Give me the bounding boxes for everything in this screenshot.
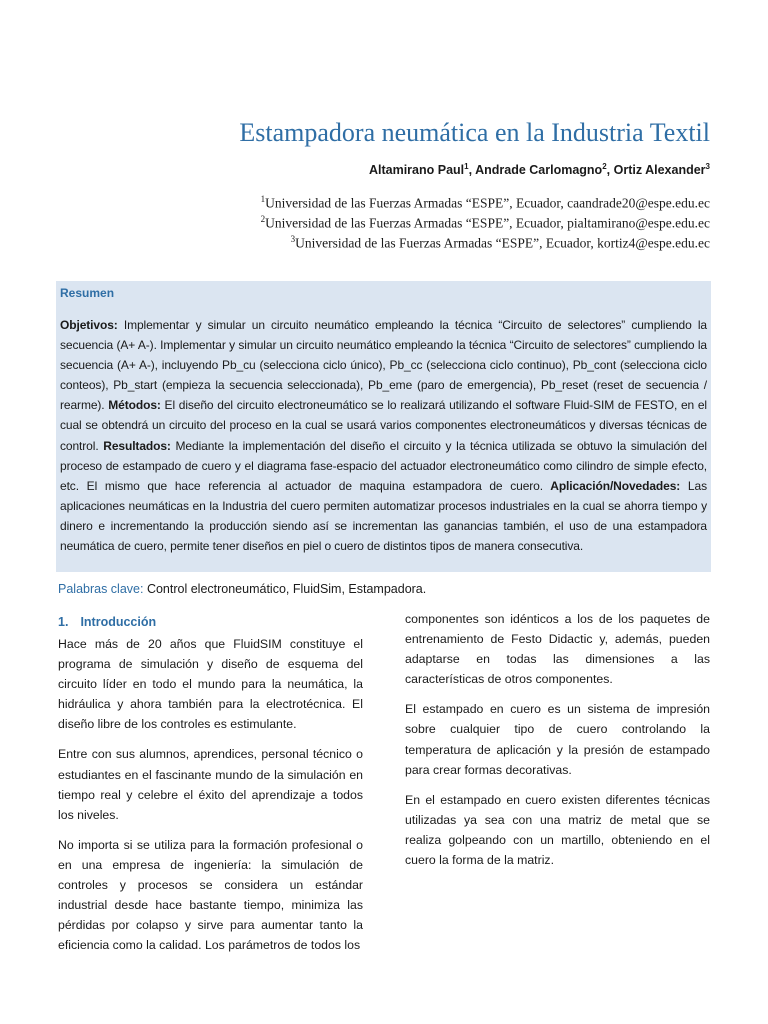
paragraph: Hace más de 20 años que FluidSIM constituye el programa de simulación y diseño de esquema del circuito líder en todo el mundo para la neumática, la hidráulica y ahora también para la electrotécnica. El diseño libre de los controles es estimulante. bbox=[58, 637, 363, 732]
author-name: Altamirano Paul bbox=[368, 163, 465, 178]
resultados-label: Resultados: bbox=[98, 438, 171, 453]
section-title: Introducción bbox=[80, 615, 157, 629]
affiliation-mark: 3 bbox=[290, 234, 296, 244]
paragraph: No importa si se utiliza para la formación profesional o en una empresa de ingeniería: la simulación de controles y procesos se considera un estándar industrial desde hace bastante tiempo, minimiza las pérdidas por colapso y sirve para aumentar tanto la eficiencia como la calidad. Los parámetros de todos los bbox=[58, 837, 363, 953]
objetivos-label: Objetivos: bbox=[60, 318, 118, 332]
author-list bbox=[369, 162, 710, 177]
author-affiliation-mark: 3 bbox=[705, 162, 710, 171]
author-affiliation-mark: 1 bbox=[464, 162, 469, 171]
paragraph: En el estampado en cuero existen diferentes técnicas utilizadas ya sea con una matriz de metal que se realiza golpeando con un martillo, obteniendo en el cuero la forma de la matriz. bbox=[405, 792, 710, 868]
author-name: Andrade Carlomagno bbox=[475, 163, 603, 178]
affiliation-text: Universidad de las Fuerzas Armadas “ESPE”, Ecuador, pialtamirano@espe.edu.ec bbox=[265, 215, 710, 231]
paper-title: Estampadora neumática en la Industria Textil bbox=[239, 118, 710, 147]
affiliation bbox=[291, 234, 710, 252]
objetivos-text: Implementar y simular un circuito neumático empleando la técnica “Circuito de selectores” cumpliendo la secuencia (A+ A-). Implementar y simular un circuito neumático empleando la técnica “Circuito de selectores” cumpliendo la secuencia (A+ A-), incluyendo Pb_cu (selecciona ciclo único), Pb_cc (selecciona ciclo continuo), Pb_cont (selecciona ciclo conteos), Pb_start (empieza la secuencia seleccionada), Pb_eme (paro de emergencia), Pb_reset (reset de secuencia / rearme). bbox=[60, 318, 707, 413]
right-column bbox=[405, 609, 710, 880]
paragraph: componentes son idénticos a los de los paquetes de entrenamiento de Festo Didactic y, además, pueden adaptarse en todas las dimensiones a las características de otros componentes. bbox=[405, 612, 710, 687]
aplicacion-text: Las aplicaciones neumáticas en la Industria del cuero permiten automatizar procesos industriales en la cual se ahorra tiempo y dinero e incrementando la producción siendo así se incrementan las ganancias también, el uso de una estampadora neumática de cuero, permite tener diseños en piel o cuero de distintos tipos de manera consecutiva. bbox=[60, 478, 707, 554]
metodos-label: Métodos: bbox=[104, 398, 161, 413]
metodos-text: El diseño del circuito electroneumático se lo realizará utilizando el software Fluid-SIM de FESTO, en el cual se obtendrá un circuito del proceso en la cual se usará varios componentes electroneumáticos y diversas técnicas de control. bbox=[60, 398, 707, 453]
keywords-text: Control electroneumático, FluidSim, Estampadora. bbox=[143, 582, 427, 596]
affiliation bbox=[261, 194, 710, 212]
abstract-body bbox=[60, 315, 707, 556]
keywords bbox=[58, 582, 426, 596]
section-heading bbox=[58, 612, 363, 632]
affiliation-text: Universidad de las Fuerzas Armadas “ESPE”, Ecuador, kortiz4@espe.edu.ec bbox=[295, 235, 710, 251]
author-separator: , bbox=[606, 163, 614, 178]
affiliation bbox=[261, 214, 710, 232]
affiliation-mark: 2 bbox=[260, 214, 266, 224]
affiliation-mark: 1 bbox=[260, 194, 266, 204]
paragraph: El estampado en cuero es un sistema de impresión sobre cualquier tipo de cuero controlando la temperatura de aplicación y la presión de estampado para crear formas decorativas. bbox=[405, 702, 710, 777]
abstract-heading: Resumen bbox=[60, 286, 115, 300]
affiliation-text: Universidad de las Fuerzas Armadas “ESPE”, Ecuador, caandrade20@espe.edu.ec bbox=[265, 195, 710, 211]
author-affiliation-mark: 2 bbox=[602, 162, 607, 171]
author-name: Ortiz Alexander bbox=[613, 163, 706, 178]
author-separator: , bbox=[468, 163, 476, 178]
left-column bbox=[58, 612, 363, 965]
paragraph: Entre con sus alumnos, aprendices, personal técnico o estudiantes en el fascinante mundo de la simulación en tiempo real y celebre el éxito del aprendizaje a todos los niveles. bbox=[58, 747, 363, 822]
section-number: 1. bbox=[58, 615, 69, 629]
keywords-label: Palabras clave: bbox=[58, 582, 144, 596]
abstract-box bbox=[56, 281, 711, 572]
resultados-text: Mediante la implementación del diseño el circuito y la técnica utilizada se obtuvo la simulación del proceso de estampado de cuero y el diagrama fase-espacio del actuador electroneumático como cilindro de simple efecto, etc. El mismo que hace referencia al actuador de maquina estampadora de cuero. bbox=[60, 438, 708, 493]
aplicacion-label: Aplicación/Novedades: bbox=[542, 478, 681, 493]
